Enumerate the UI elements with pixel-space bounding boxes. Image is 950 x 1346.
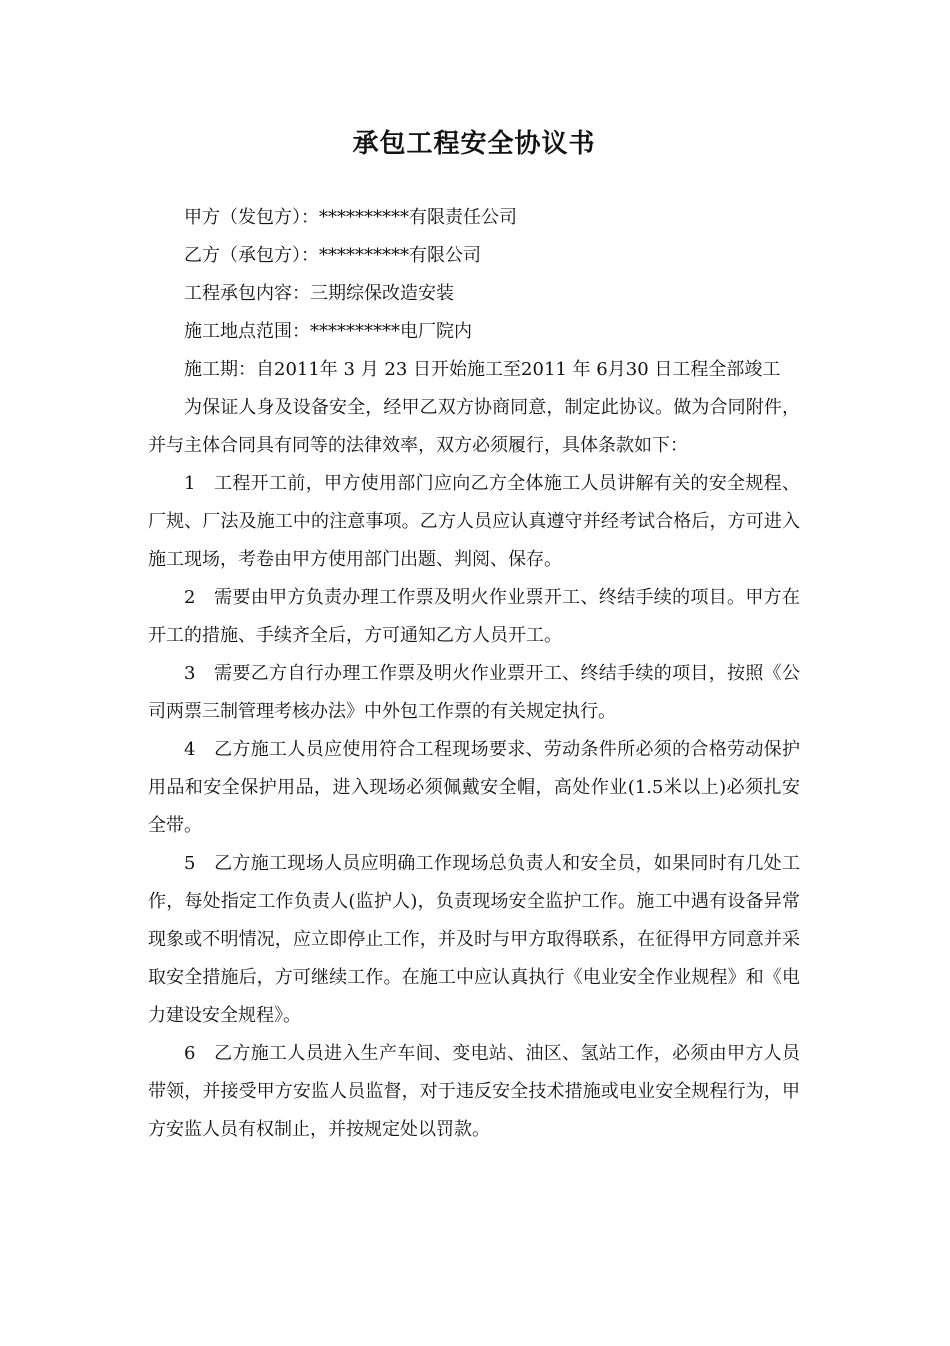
party-b-line: 乙方（承包方）：**********有限公司 — [184, 245, 481, 266]
intro-paragraph: 为保证人身及设备安全，经甲乙双方协商同意，制定此协议。做为合同附件，并与主体合同具有同等的法律效率，双方必须履行，具体条款如下： — [148, 397, 800, 456]
clause-1: 1 工程开工前，甲方使用部门应向乙方全体施工人员讲解有关的安全规程、厂规、厂法及施工中的注意事项。乙方人员应认真遵守并经考试合格后，方可进入施工现场，考卷由甲方使用部门出题、判阅、保存。 — [148, 473, 800, 570]
party-a-line: 甲方（发包方）：**********有限责任公司 — [184, 207, 517, 228]
document-body — [148, 199, 800, 1149]
clause-2: 2 需要由甲方负责办理工作票及明火作业票开工、终结手续的项目。甲方在开工的措施、手续齐全后，方可通知乙方人员开工。 — [148, 587, 800, 646]
document-title: 承包工程安全协议书 — [352, 129, 596, 159]
site-scope-line: 施工地点范围：**********电厂院内 — [184, 321, 472, 342]
clause-3: 3 需要乙方自行办理工作票及明火作业票开工、终结手续的项目，按照《公司两票三制管理考核办法》中外包工作票的有关规定执行。 — [148, 663, 800, 722]
clause-6: 6 乙方施工人员进入生产车间、变电站、油区、氢站工作，必须由甲方人员带领，并接受甲方安监人员监督，对于违反安全技术措施或电业安全规程行为，甲方安监人员有权制止，并按规定处以罚款。 — [148, 1043, 800, 1140]
construction-period-line: 施工期：自2011年 3 月 23 日开始施工至2011 年 6月30 日工程全部竣工 — [184, 359, 781, 380]
clause-5: 5 乙方施工现场人员应明确工作现场总负责人和安全员，如果同时有几处工作，每处指定工作负责人(监护人)，负责现场安全监护工作。施工中遇有设备异常现象或不明情况，应立即停止工作，并及时与甲方取得联系，在征得甲方同意并采取安全措施后，方可继续工作。在施工中应认真执行《电业安全作业规程》和《电力建设安全规程》。 — [148, 853, 800, 1026]
contract-content-line: 工程承包内容：三期综保改造安装 — [184, 283, 454, 304]
clause-4: 4 乙方施工人员应使用符合工程现场要求、劳动条件所必须的合格劳动保护用品和安全保护用品，进入现场必须佩戴安全帽，高处作业(1.5米以上)必须扎安全带。 — [148, 739, 800, 836]
